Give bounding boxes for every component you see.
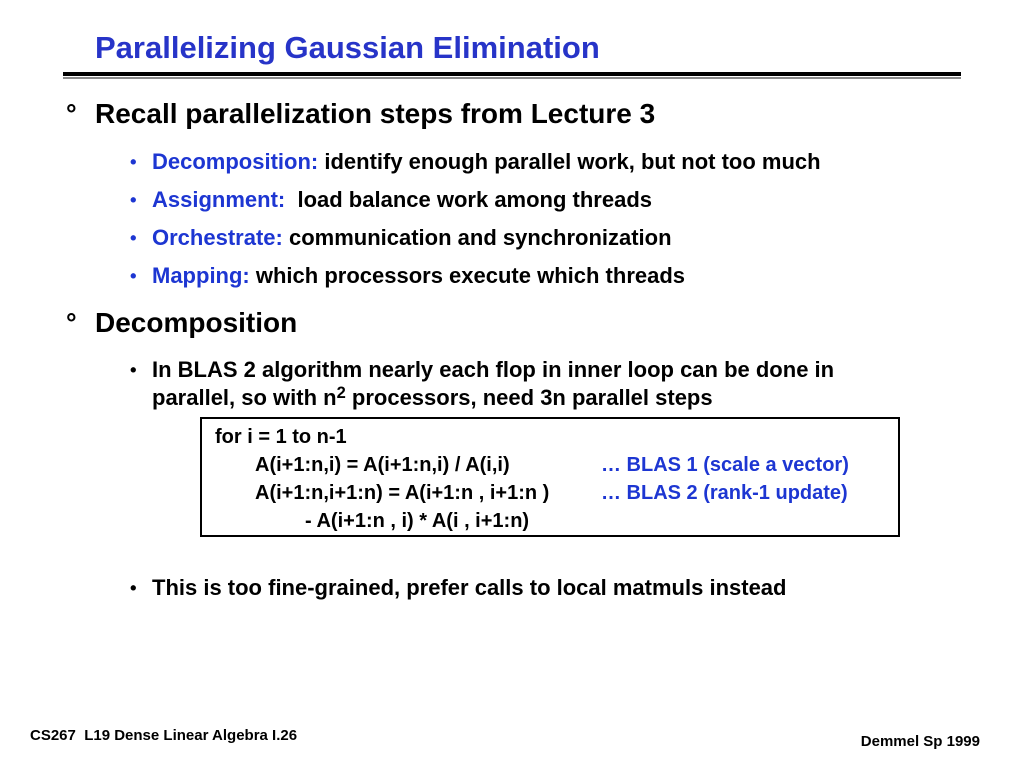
list-item-decomposition — [130, 148, 821, 176]
code-text: A(i+1:n,i) = A(i+1:n,i) / A(i,i) — [255, 454, 510, 476]
code-comment-blas2: … BLAS 2 (rank-1 update) — [601, 482, 848, 504]
code-text: for i = 1 to n-1 — [215, 426, 347, 448]
code-text: A(i+1:n,i+1:n) = A(i+1:n , i+1:n ) — [255, 482, 550, 504]
list-item-label: Mapping: — [152, 263, 250, 288]
list-item-fine-grained — [130, 574, 786, 602]
pseudocode-box — [200, 417, 900, 537]
heading-decomposition — [66, 306, 297, 340]
blas2-line2-pre: parallel, so with n — [152, 385, 337, 410]
dot-bullet-icon: • — [130, 359, 137, 380]
title-rule-black-line — [63, 72, 961, 76]
list-item-assignment — [130, 186, 652, 214]
code-line-for — [215, 423, 898, 451]
list-item-text: which processors execute which threads — [249, 263, 686, 288]
footer-course-label: CS267 L19 Dense Linear Algebra I.26 — [30, 727, 298, 744]
heading-recall-text: Recall parallelization steps from Lecture 3 — [95, 98, 656, 129]
blas2-line1: In BLAS 2 algorithm nearly each flop in inner loop can be done in — [152, 357, 835, 382]
list-item-text — [152, 356, 942, 414]
list-item-mapping — [130, 262, 685, 290]
heading-recall — [66, 97, 655, 131]
code-line-rank1 — [215, 507, 898, 535]
code-text: - A(i+1:n , i) * A(i , i+1:n) — [305, 510, 530, 532]
degree-bullet-icon: ° — [66, 99, 77, 129]
code-comment-blas1: … BLAS 1 (scale a vector) — [601, 454, 849, 476]
dot-bullet-icon: • — [130, 577, 137, 598]
dot-bullet-icon: • — [130, 189, 137, 210]
list-item-text: This is too fine-grained, prefer calls to local matmuls instead — [152, 575, 787, 600]
list-item-text: identify enough parallel work, but not too much — [318, 149, 821, 174]
list-item-orchestrate — [130, 224, 672, 252]
list-item-label: Assignment: — [152, 187, 286, 212]
title-rule-gray-line — [63, 77, 961, 79]
list-item-text: communication and synchronization — [282, 225, 672, 250]
superscript-2: 2 — [336, 383, 346, 402]
dot-bullet-icon: • — [130, 265, 137, 286]
code-line-blas1 — [215, 451, 898, 479]
dot-bullet-icon: • — [130, 151, 137, 172]
list-item-label: Orchestrate: — [152, 225, 283, 250]
list-item-blas2 — [130, 356, 960, 414]
title-rule — [63, 72, 961, 79]
dot-bullet-icon: • — [130, 227, 137, 248]
list-item-text: load balance work among threads — [285, 187, 653, 212]
slide-title: Parallelizing Gaussian Elimination — [95, 30, 600, 65]
degree-bullet-icon: ° — [66, 308, 77, 338]
blas2-line2-post: processors, need 3n parallel steps — [345, 385, 713, 410]
list-item-label: Decomposition: — [152, 149, 319, 174]
heading-decomposition-text: Decomposition — [95, 307, 298, 338]
footer-author-label: Demmel Sp 1999 — [860, 733, 980, 750]
code-line-blas2 — [215, 479, 898, 507]
